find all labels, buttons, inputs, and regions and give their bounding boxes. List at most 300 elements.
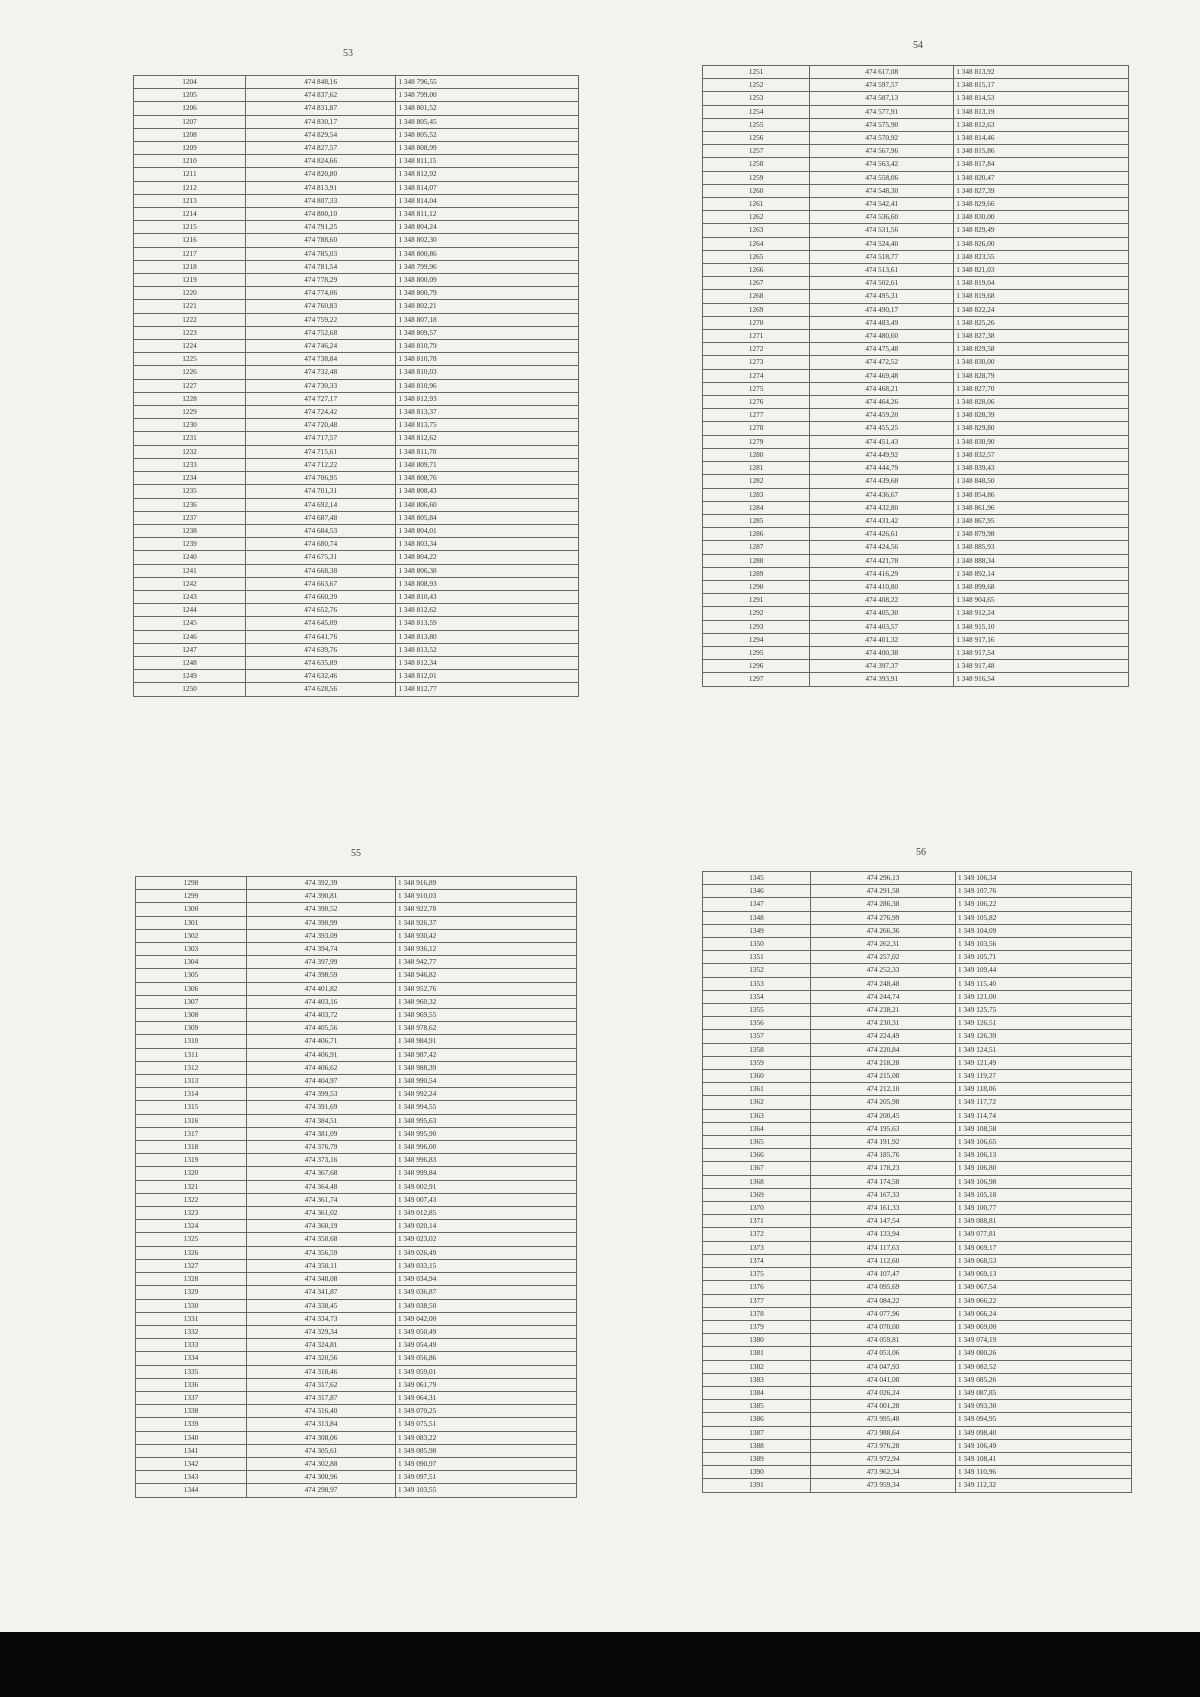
y-coordinate-cell: 1 349 074,19 (955, 1334, 1131, 1347)
x-coordinate-cell: 474 191,92 (811, 1136, 956, 1149)
page-number: 56 (916, 847, 926, 858)
y-coordinate-cell: 1 348 990,54 (396, 1075, 577, 1088)
y-coordinate-cell: 1 348 812,34 (396, 656, 579, 669)
point-number-cell: 1206 (134, 102, 246, 115)
point-number-cell: 1211 (134, 168, 246, 181)
x-coordinate-cell: 474 147,54 (811, 1215, 956, 1228)
table-row (134, 392, 579, 405)
y-coordinate-cell: 1 348 796,55 (396, 76, 579, 89)
table-row (136, 1114, 577, 1127)
table-row (703, 462, 1129, 475)
y-coordinate-cell: 1 348 839,43 (954, 462, 1129, 475)
x-coordinate-cell: 474 107,47 (811, 1268, 956, 1281)
y-coordinate-cell: 1 349 026,49 (396, 1246, 577, 1259)
x-coordinate-cell: 474 313,84 (247, 1418, 396, 1431)
y-coordinate-cell: 1 349 054,49 (396, 1339, 577, 1352)
point-number-cell: 1230 (134, 419, 246, 432)
x-coordinate-cell: 474 617,08 (810, 66, 954, 79)
x-coordinate-cell: 474 730,33 (246, 379, 396, 392)
point-number-cell: 1389 (703, 1452, 811, 1465)
y-coordinate-cell: 1 349 097,51 (396, 1471, 577, 1484)
x-coordinate-cell: 474 117,63 (811, 1241, 956, 1254)
black-bottom-band (0, 1632, 1200, 1697)
y-coordinate-cell: 1 349 115,40 (955, 977, 1131, 990)
y-coordinate-cell: 1 348 819,04 (954, 277, 1129, 290)
x-coordinate-cell: 474 320,56 (247, 1352, 396, 1365)
x-coordinate-cell: 474 431,42 (810, 514, 954, 527)
x-coordinate-cell: 474 746,24 (246, 340, 396, 353)
table-row (703, 1452, 1132, 1465)
point-number-cell: 1288 (703, 554, 810, 567)
point-number-cell: 1324 (136, 1220, 247, 1233)
point-number-cell: 1305 (136, 969, 247, 982)
y-coordinate-cell: 1 348 812,92 (396, 168, 579, 181)
x-coordinate-cell: 474 785,03 (246, 247, 396, 260)
y-coordinate-cell: 1 348 814,53 (954, 92, 1129, 105)
x-coordinate-cell: 474 302,88 (247, 1457, 396, 1470)
y-coordinate-cell: 1 348 808,99 (396, 142, 579, 155)
y-coordinate-cell: 1 348 805,84 (396, 511, 579, 524)
point-number-cell: 1319 (136, 1154, 247, 1167)
x-coordinate-cell: 474 026,24 (811, 1386, 956, 1399)
x-coordinate-cell: 474 660,39 (246, 590, 396, 603)
x-coordinate-cell: 474 161,33 (811, 1202, 956, 1215)
y-coordinate-cell: 1 349 106,13 (955, 1149, 1131, 1162)
x-coordinate-cell: 473 988,64 (811, 1426, 956, 1439)
y-coordinate-cell: 1 348 899,68 (954, 580, 1129, 593)
point-number-cell: 1373 (703, 1241, 811, 1254)
table-row (703, 316, 1129, 329)
table-row (703, 1413, 1132, 1426)
table-row (136, 995, 577, 1008)
x-coordinate-cell: 474 567,96 (810, 145, 954, 158)
table-row (703, 396, 1129, 409)
x-coordinate-cell: 474 393,91 (810, 673, 954, 686)
y-coordinate-cell: 1 348 821,03 (954, 264, 1129, 277)
y-coordinate-cell: 1 349 125,75 (955, 1004, 1131, 1017)
x-coordinate-cell: 474 348,08 (247, 1273, 396, 1286)
x-coordinate-cell: 474 084,22 (811, 1294, 956, 1307)
point-number-cell: 1285 (703, 514, 810, 527)
point-number-cell: 1269 (703, 303, 810, 316)
x-coordinate-cell: 474 641,76 (246, 630, 396, 643)
point-number-cell: 1347 (703, 898, 811, 911)
y-coordinate-cell: 1 348 811,70 (396, 445, 579, 458)
x-coordinate-cell: 474 248,48 (811, 977, 956, 990)
point-number-cell: 1336 (136, 1378, 247, 1391)
point-number-cell: 1253 (703, 92, 810, 105)
x-coordinate-cell: 474 451,43 (810, 435, 954, 448)
point-number-cell: 1303 (136, 943, 247, 956)
point-number-cell: 1286 (703, 528, 810, 541)
table-row (136, 1471, 577, 1484)
point-number-cell: 1217 (134, 247, 246, 260)
y-coordinate-cell: 1 348 814,46 (954, 132, 1129, 145)
x-coordinate-cell: 474 286,38 (811, 898, 956, 911)
point-number-cell: 1250 (134, 683, 246, 696)
table-row (703, 488, 1129, 501)
x-coordinate-cell: 474 133,94 (811, 1228, 956, 1241)
point-number-cell: 1377 (703, 1294, 811, 1307)
table-row (703, 885, 1132, 898)
y-coordinate-cell: 1 348 930,42 (396, 929, 577, 942)
point-number-cell: 1296 (703, 660, 810, 673)
table-row (703, 448, 1129, 461)
table-row (136, 1405, 577, 1418)
y-coordinate-cell: 1 349 105,71 (955, 951, 1131, 964)
table-row (134, 472, 579, 485)
table-row (703, 79, 1129, 92)
x-coordinate-cell: 474 397,99 (247, 956, 396, 969)
x-coordinate-cell: 474 350,11 (247, 1259, 396, 1272)
point-number-cell: 1355 (703, 1004, 811, 1017)
x-coordinate-cell: 474 296,13 (811, 872, 956, 885)
x-coordinate-cell: 474 738,84 (246, 353, 396, 366)
point-number-cell: 1359 (703, 1056, 811, 1069)
table-row (136, 1325, 577, 1338)
y-coordinate-cell: 1 348 992,24 (396, 1088, 577, 1101)
x-coordinate-cell: 474 112,60 (811, 1254, 956, 1267)
page-number: 54 (913, 40, 923, 51)
point-number-cell: 1228 (134, 392, 246, 405)
y-coordinate-cell: 1 348 987,42 (396, 1048, 577, 1061)
x-coordinate-cell: 474 472,52 (810, 356, 954, 369)
x-coordinate-cell: 474 406,71 (247, 1035, 396, 1048)
x-coordinate-cell: 474 635,89 (246, 656, 396, 669)
y-coordinate-cell: 1 348 904,65 (954, 594, 1129, 607)
point-number-cell: 1281 (703, 462, 810, 475)
y-coordinate-cell: 1 349 106,34 (955, 872, 1131, 885)
table-row (703, 1439, 1132, 1452)
y-coordinate-cell: 1 349 106,49 (955, 1439, 1131, 1452)
x-coordinate-cell: 474 701,31 (246, 485, 396, 498)
x-coordinate-cell: 474 558,06 (810, 171, 954, 184)
table-row (703, 171, 1129, 184)
point-number-cell: 1384 (703, 1386, 811, 1399)
point-number-cell: 1302 (136, 929, 247, 942)
point-number-cell: 1388 (703, 1439, 811, 1452)
y-coordinate-cell: 1 349 038,50 (396, 1299, 577, 1312)
table-row (703, 938, 1132, 951)
y-coordinate-cell: 1 349 121,49 (955, 1056, 1131, 1069)
y-coordinate-cell: 1 349 082,52 (955, 1360, 1131, 1373)
x-coordinate-cell: 474 410,80 (810, 580, 954, 593)
y-coordinate-cell: 1 348 861,96 (954, 501, 1129, 514)
point-number-cell: 1266 (703, 264, 810, 277)
y-coordinate-cell: 1 348 922,78 (396, 903, 577, 916)
x-coordinate-cell: 474 308,06 (247, 1431, 396, 1444)
x-coordinate-cell: 474 390,99 (247, 916, 396, 929)
table-row (703, 224, 1129, 237)
table-row (703, 1070, 1132, 1083)
y-coordinate-cell: 1 348 811,12 (396, 208, 579, 221)
x-coordinate-cell: 474 220,84 (811, 1043, 956, 1056)
x-coordinate-cell: 474 652,76 (246, 604, 396, 617)
point-number-cell: 1256 (703, 132, 810, 145)
table-row (136, 1273, 577, 1286)
table-row (703, 343, 1129, 356)
table-row (703, 1109, 1132, 1122)
point-number-cell: 1363 (703, 1109, 811, 1122)
y-coordinate-cell: 1 348 829,66 (954, 198, 1129, 211)
y-coordinate-cell: 1 348 814,07 (396, 181, 579, 194)
table-row (703, 369, 1129, 382)
x-coordinate-cell: 474 597,57 (810, 79, 954, 92)
x-coordinate-cell: 474 645,09 (246, 617, 396, 630)
y-coordinate-cell: 1 348 808,93 (396, 577, 579, 590)
x-coordinate-cell: 474 531,56 (810, 224, 954, 237)
point-number-cell: 1374 (703, 1254, 811, 1267)
y-coordinate-cell: 1 349 105,82 (955, 911, 1131, 924)
y-coordinate-cell: 1 349 106,80 (955, 1162, 1131, 1175)
point-number-cell: 1287 (703, 541, 810, 554)
table-row (134, 511, 579, 524)
table-row (136, 1101, 577, 1114)
point-number-cell: 1268 (703, 290, 810, 303)
table-row (703, 554, 1129, 567)
y-coordinate-cell: 1 348 812,77 (396, 683, 579, 696)
x-coordinate-cell: 474 262,31 (811, 938, 956, 951)
table-row (703, 92, 1129, 105)
table-row (703, 184, 1129, 197)
table-row (703, 660, 1129, 673)
y-coordinate-cell: 1 348 832,57 (954, 448, 1129, 461)
y-coordinate-cell: 1 348 817,84 (954, 158, 1129, 171)
table-row (703, 673, 1129, 686)
table-row (136, 1127, 577, 1140)
point-number-cell: 1219 (134, 274, 246, 287)
point-number-cell: 1261 (703, 198, 810, 211)
x-coordinate-cell: 474 212,10 (811, 1083, 956, 1096)
x-coordinate-cell: 474 663,67 (246, 577, 396, 590)
x-coordinate-cell: 474 390,81 (247, 890, 396, 903)
point-number-cell: 1221 (134, 300, 246, 313)
point-number-cell: 1370 (703, 1202, 811, 1215)
table-row (136, 1207, 577, 1220)
x-coordinate-cell: 474 381,09 (247, 1127, 396, 1140)
point-number-cell: 1329 (136, 1286, 247, 1299)
table-row (703, 580, 1129, 593)
table-row (136, 1088, 577, 1101)
x-coordinate-cell: 474 341,87 (247, 1286, 396, 1299)
point-number-cell: 1340 (136, 1431, 247, 1444)
y-coordinate-cell: 1 348 978,62 (396, 1022, 577, 1035)
coordinate-table-page-55 (135, 876, 577, 1498)
table-row (703, 145, 1129, 158)
y-coordinate-cell: 1 348 813,80 (396, 630, 579, 643)
y-coordinate-cell: 1 348 988,39 (396, 1061, 577, 1074)
page-number: 53 (343, 48, 353, 59)
table-row (134, 247, 579, 260)
coordinate-table-page-54 (702, 65, 1129, 687)
y-coordinate-cell: 1 348 830,00 (954, 211, 1129, 224)
point-number-cell: 1252 (703, 79, 810, 92)
y-coordinate-cell: 1 349 067,54 (955, 1281, 1131, 1294)
x-coordinate-cell: 474 668,38 (246, 564, 396, 577)
table-row (703, 1188, 1132, 1201)
point-number-cell: 1213 (134, 194, 246, 207)
x-coordinate-cell: 474 373,16 (247, 1154, 396, 1167)
table-row (703, 1175, 1132, 1188)
point-number-cell: 1338 (136, 1405, 247, 1418)
point-number-cell: 1260 (703, 184, 810, 197)
x-coordinate-cell: 474 001,28 (811, 1400, 956, 1413)
table-row (134, 458, 579, 471)
x-coordinate-cell: 474 717,57 (246, 432, 396, 445)
table-row (136, 956, 577, 969)
point-number-cell: 1371 (703, 1215, 811, 1228)
table-row (134, 194, 579, 207)
point-number-cell: 1271 (703, 330, 810, 343)
y-coordinate-cell: 1 348 969,55 (396, 1009, 577, 1022)
x-coordinate-cell: 474 837,62 (246, 89, 396, 102)
point-number-cell: 1339 (136, 1418, 247, 1431)
table-row (703, 1426, 1132, 1439)
point-number-cell: 1240 (134, 551, 246, 564)
point-number-cell: 1251 (703, 66, 810, 79)
table-row (703, 951, 1132, 964)
table-row (703, 990, 1132, 1003)
point-number-cell: 1360 (703, 1070, 811, 1083)
y-coordinate-cell: 1 348 813,59 (396, 617, 579, 630)
point-number-cell: 1331 (136, 1312, 247, 1325)
table-row (703, 1149, 1132, 1162)
y-coordinate-cell: 1 349 126,39 (955, 1030, 1131, 1043)
point-number-cell: 1344 (136, 1484, 247, 1497)
x-coordinate-cell: 474 401,32 (810, 633, 954, 646)
point-number-cell: 1212 (134, 181, 246, 194)
point-number-cell: 1356 (703, 1017, 811, 1030)
table-row (703, 1162, 1132, 1175)
y-coordinate-cell: 1 348 829,49 (954, 224, 1129, 237)
y-coordinate-cell: 1 348 829,80 (954, 422, 1129, 435)
x-coordinate-cell: 474 548,30 (810, 184, 954, 197)
x-coordinate-cell: 474 218,28 (811, 1056, 956, 1069)
y-coordinate-cell: 1 348 827,38 (954, 330, 1129, 343)
point-number-cell: 1343 (136, 1471, 247, 1484)
y-coordinate-cell: 1 349 104,09 (955, 924, 1131, 937)
table-row (703, 872, 1132, 885)
point-number-cell: 1342 (136, 1457, 247, 1470)
x-coordinate-cell: 474 399,53 (247, 1088, 396, 1101)
table-row (134, 379, 579, 392)
x-coordinate-cell: 474 791,25 (246, 221, 396, 234)
y-coordinate-cell: 1 349 098,40 (955, 1426, 1131, 1439)
x-coordinate-cell: 474 205,98 (811, 1096, 956, 1109)
point-number-cell: 1214 (134, 208, 246, 221)
table-row (136, 1246, 577, 1259)
table-row (703, 409, 1129, 422)
point-number-cell: 1350 (703, 938, 811, 951)
y-coordinate-cell: 1 349 007,43 (396, 1193, 577, 1206)
point-number-cell: 1272 (703, 343, 810, 356)
point-number-cell: 1328 (136, 1273, 247, 1286)
x-coordinate-cell: 474 300,96 (247, 1471, 396, 1484)
y-coordinate-cell: 1 348 802,21 (396, 300, 579, 313)
y-coordinate-cell: 1 348 812,63 (954, 118, 1129, 131)
table-row (136, 1431, 577, 1444)
table-row (703, 277, 1129, 290)
table-row (136, 1061, 577, 1074)
point-number-cell: 1275 (703, 382, 810, 395)
point-number-cell: 1282 (703, 475, 810, 488)
point-number-cell: 1248 (134, 656, 246, 669)
table-row (703, 290, 1129, 303)
y-coordinate-cell: 1 348 819,68 (954, 290, 1129, 303)
y-coordinate-cell: 1 348 815,86 (954, 145, 1129, 158)
x-coordinate-cell: 474 391,69 (247, 1101, 396, 1114)
table-row (136, 1352, 577, 1365)
x-coordinate-cell: 474 518,77 (810, 250, 954, 263)
y-coordinate-cell: 1 349 033,15 (396, 1259, 577, 1272)
y-coordinate-cell: 1 348 805,52 (396, 128, 579, 141)
table-row (136, 1180, 577, 1193)
table-row (703, 132, 1129, 145)
x-coordinate-cell: 474 830,17 (246, 115, 396, 128)
point-number-cell: 1210 (134, 155, 246, 168)
table-row (703, 567, 1129, 580)
table-row (134, 168, 579, 181)
x-coordinate-cell: 473 962,34 (811, 1466, 956, 1479)
y-coordinate-cell: 1 349 075,51 (396, 1418, 577, 1431)
table-row (703, 501, 1129, 514)
table-row (703, 924, 1132, 937)
point-number-cell: 1307 (136, 995, 247, 1008)
point-number-cell: 1308 (136, 1009, 247, 1022)
table-row (134, 590, 579, 603)
table-row (703, 1228, 1132, 1241)
x-coordinate-cell: 474 053,06 (811, 1347, 956, 1360)
point-number-cell: 1333 (136, 1339, 247, 1352)
x-coordinate-cell: 474 406,62 (247, 1061, 396, 1074)
point-number-cell: 1378 (703, 1307, 811, 1320)
point-number-cell: 1225 (134, 353, 246, 366)
point-number-cell: 1244 (134, 604, 246, 617)
point-number-cell: 1245 (134, 617, 246, 630)
point-number-cell: 1321 (136, 1180, 247, 1193)
x-coordinate-cell: 474 224,49 (811, 1030, 956, 1043)
x-coordinate-cell: 474 195,63 (811, 1122, 956, 1135)
x-coordinate-cell: 474 587,13 (810, 92, 954, 105)
table-row (134, 208, 579, 221)
point-number-cell: 1376 (703, 1281, 811, 1294)
table-row (136, 1154, 577, 1167)
x-coordinate-cell: 474 316,40 (247, 1405, 396, 1418)
table-row (703, 528, 1129, 541)
table-row (136, 1193, 577, 1206)
table-row (136, 1365, 577, 1378)
point-number-cell: 1218 (134, 260, 246, 273)
table-row (134, 538, 579, 551)
point-number-cell: 1233 (134, 458, 246, 471)
point-number-cell: 1322 (136, 1193, 247, 1206)
point-number-cell: 1242 (134, 577, 246, 590)
x-coordinate-cell: 474 403,57 (810, 620, 954, 633)
point-number-cell: 1352 (703, 964, 811, 977)
x-coordinate-cell: 474 732,48 (246, 366, 396, 379)
point-number-cell: 1232 (134, 445, 246, 458)
point-number-cell: 1273 (703, 356, 810, 369)
y-coordinate-cell: 1 348 811,15 (396, 155, 579, 168)
x-coordinate-cell: 474 759,22 (246, 313, 396, 326)
point-number-cell: 1380 (703, 1334, 811, 1347)
table-row (134, 115, 579, 128)
x-coordinate-cell: 474 807,33 (246, 194, 396, 207)
x-coordinate-cell: 474 464,26 (810, 396, 954, 409)
table-row (134, 221, 579, 234)
y-coordinate-cell: 1 348 804,01 (396, 524, 579, 537)
table-row (703, 435, 1129, 448)
